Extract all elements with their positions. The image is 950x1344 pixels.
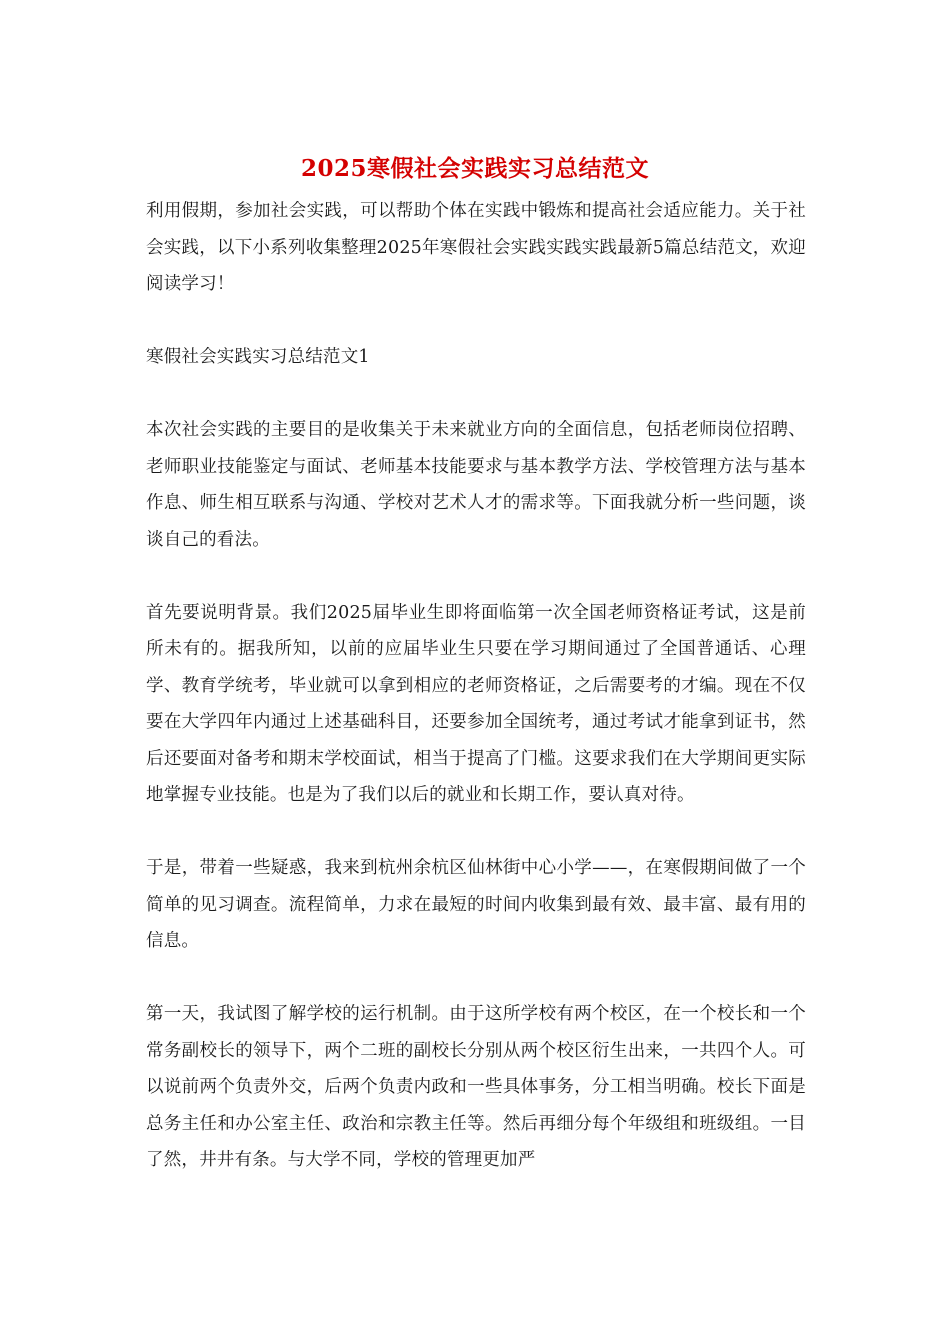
- body-paragraph: 本次社会实践的主要目的是收集关于未来就业方向的全面信息，包括老师岗位招聘、老师职业技能鉴定与面试、老师基本技能要求与基本教学方法、学校管理方法与基本作息、师生相互联系与沟通、学校对艺术人才的需求等。下面我就分析一些问题，谈谈自己的看法。: [146, 420, 806, 550]
- body-paragraph: 于是，带着一些疑惑，我来到杭州余杭区仙林街中心小学——，在寒假期间做了一个简单的见习调查。流程简单，力求在最短的时间内收集到最有效、最丰富、最有用的信息。: [146, 858, 806, 951]
- document-body: [146, 193, 806, 1179]
- intro-paragraph: 利用假期，参加社会实践，可以帮助个体在实践中锻炼和提高社会适应能力。关于社会实践，以下小系列收集整理2025年寒假社会实践实践实践最新5篇总结范文，欢迎阅读学习！: [146, 201, 806, 294]
- body-paragraph: 首先要说明背景。我们2025届毕业生即将面临第一次全国老师资格证考试，这是前所未有的。据我所知，以前的应届毕业生只要在学习期间通过了全国普通话、心理学、教育学统考，毕业就可以拿到相应的老师资格证，之后需要考的才编。现在不仅要在大学四年内通过上述基础科目，还要参加全国统考，通过考试才能拿到证书，然后还要面对备考和期末学校面试，相当于提高了门槛。这要求我们在大学期间更实际地掌握专业技能。也是为了我们以后的就业和长期工作，要认真对待。: [146, 602, 806, 805]
- section-heading: 寒假社会实践实习总结范文1: [146, 347, 370, 367]
- document-title: 2025寒假社会实践实习总结范文: [300, 155, 649, 182]
- body-paragraph: 第一天，我试图了解学校的运行机制。由于这所学校有两个校区，在一个校长和一个常务副校长的领导下，两个二班的副校长分别从两个校区衍生出来，一共四个人。可以说前两个负责外交，后两个负责内政和一些具体事务，分工相当明确。校长下面是总务主任和办公室主任、政治和宗教主任等。然后再细分每个年级组和班级组。一目了然，井井有条。与大学不同，学校的管理更加严: [146, 1004, 806, 1170]
